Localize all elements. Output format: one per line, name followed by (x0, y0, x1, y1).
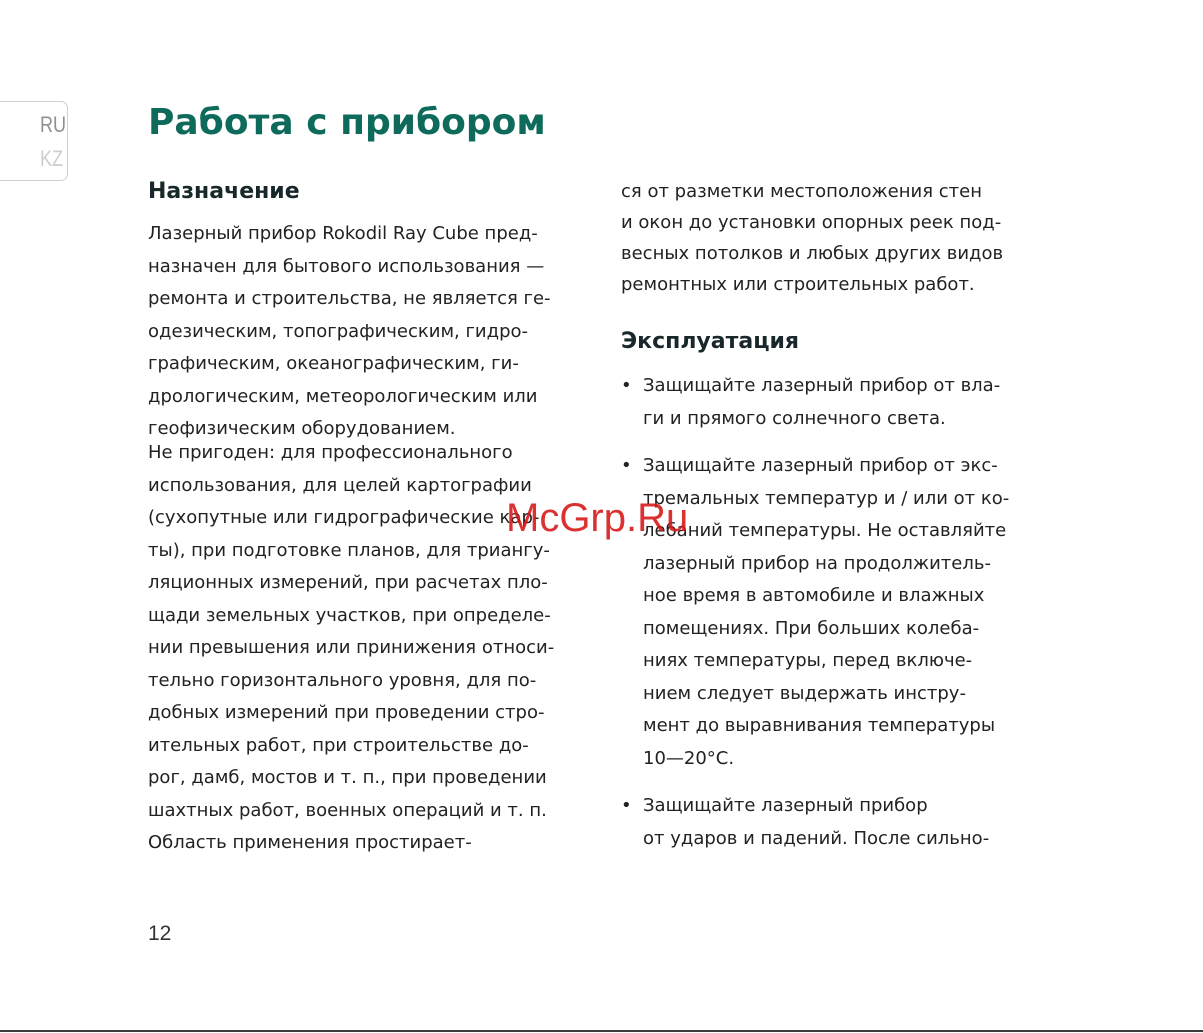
bullet-text (643, 450, 1009, 775)
text-line: Защищайте лазерный прибор от экс- (643, 455, 998, 476)
purpose-paragraph-3 (621, 176, 1003, 300)
bullet-icon: • (621, 455, 632, 476)
text-line: Область применения простирает- (148, 832, 472, 853)
text-line: нием следует выдержать инстру- (643, 682, 966, 704)
bullet-icon: • (621, 375, 632, 396)
text-line: мент до выравнивания температуры (643, 715, 996, 736)
text-line: ительных работ, при строительстве до- (148, 734, 529, 756)
text-line: ниях температуры, перед включе- (643, 650, 973, 671)
text-line: шахтных работ, военных операций и т. п. (148, 799, 547, 821)
text-line: ремонтных или строительных работ. (621, 274, 975, 295)
text-line: геофизическим оборудованием. (148, 418, 456, 439)
text-line: Защищайте лазерный прибор (643, 795, 928, 816)
text-line: Защищайте лазерный прибор от вла- (643, 375, 1001, 396)
purpose-heading: Назначение (148, 179, 300, 204)
text-line: ги и прямого солнечного света. (643, 407, 946, 429)
text-line: Лазерный прибор Rokodil Ray Cube пред- (148, 223, 538, 244)
text-line: 10—20°С. (643, 747, 735, 769)
text-line: добных измерений при проведении стро- (148, 702, 545, 723)
text-line: графическим, океанографическим, ги- (148, 353, 519, 374)
text-line: ремонта и строительства, не является ге- (148, 288, 551, 309)
bullet-text (643, 370, 1000, 435)
watermark-text: McGrp.Ru (506, 496, 689, 540)
bullet-icon: • (621, 795, 632, 816)
text-line: ное время в автомобиле и влажных (643, 585, 985, 606)
text-line: помещениях. При больших колеба- (643, 617, 980, 639)
text-line: рог, дамб, мостов и т. п., при проведении (148, 767, 547, 788)
text-line: тельно горизонтального уровня, для по- (148, 669, 537, 691)
text-line: ся от разметки местоположения стен (621, 181, 983, 202)
text-line: нии превышения или принижения относи- (148, 637, 555, 658)
page-title: Работа с прибором (148, 102, 546, 143)
language-kz-label: KZ (40, 146, 64, 171)
text-line: (сухопутные или гидрографические кар- (148, 507, 540, 528)
text-line: лазерный прибор на продолжитель- (643, 552, 991, 574)
text-line: назначен для бытового использования — (148, 255, 545, 277)
text-line: Не пригоден: для профессионального (148, 442, 513, 463)
language-ru-label: RU (40, 112, 67, 137)
bottom-divider (0, 1030, 1203, 1032)
text-line: одезическим, топографическим, гидро- (148, 320, 529, 342)
text-line: использования, для целей картографии (148, 474, 532, 496)
text-line: ляционных измерений, при расчетах пло- (148, 572, 548, 593)
text-line: весных потолков и любых других видов (621, 243, 1004, 264)
text-line: и окон до установки опорных реек под- (621, 212, 1002, 233)
text-line: ты), при подготовке планов, для триангу- (148, 539, 550, 561)
bullet-text (643, 790, 989, 855)
text-line: тремальных температур и / или от ко- (643, 487, 1010, 509)
purpose-paragraph-1 (148, 218, 551, 446)
purpose-paragraph-2 (148, 437, 554, 860)
text-line: от ударов и падений. После сильно- (643, 827, 990, 849)
text-line: дрологическим, метеорологическим или (148, 385, 538, 407)
page-number: 12 (148, 922, 172, 945)
operation-heading: Эксплуатация (621, 329, 800, 354)
text-line: лебаний температуры. Не оставляйте (643, 520, 1007, 541)
text-line: щади земельных участков, при определе- (148, 604, 551, 626)
